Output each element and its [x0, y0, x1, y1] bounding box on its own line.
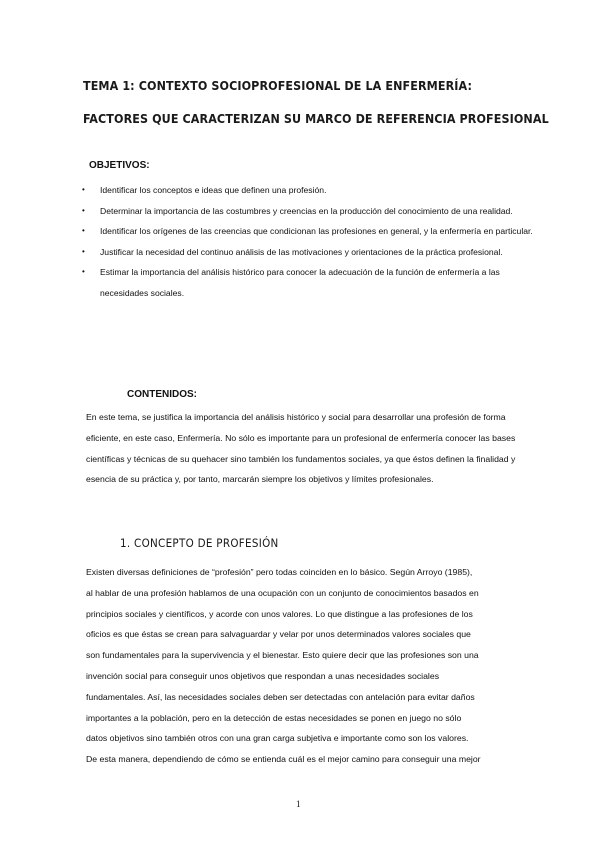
- list-item: [82, 262, 542, 303]
- paragraph-line: De esta manera, dependiendo de cómo se entienda cuál es el mejor camino para conseguir una mejor: [86, 754, 481, 765]
- paragraph-line: Existen diversas definiciones de “profesión” pero todas coinciden en lo básico. Según Arroyo (1985),: [86, 567, 473, 577]
- list-item: [82, 180, 542, 201]
- bullet-icon: •: [82, 226, 85, 235]
- paragraph-line: importantes a la población, pero en la detección de estas necesidades se ponen en juego no sólo: [86, 712, 462, 723]
- paragraph-line: datos objetivos sino también otros con una gran carga subjetiva e importante como son los valores.: [86, 733, 469, 744]
- title-line-2: FACTORES QUE CARACTERIZAN SU MARCO DE REFERENCIA PROFESIONAL: [83, 111, 549, 126]
- concepto-paragraph: [86, 562, 548, 770]
- contenidos-paragraph: En este tema, se justifica la importancia del análisis histórico y social para desarrollar una profesión de forma eficiente, en este caso, Enfermería. No sólo es importante para un profesional de enfermería conocer las bases científicas y técnicas de su quehacer sino también los fundamentos sociales, ya que éstos definen la finalidad y esencia de su práctica y, por tanto, marcarán siempre los objetivos y límites profesionales.: [86, 412, 516, 485]
- objetivo-text: Determinar la importancia de las costumbres y creencias en la producción del conocimiento de una realidad.: [100, 205, 513, 216]
- paragraph-line: al hablar de una profesión hablamos de una ocupación con un conjunto de conocimientos basados en: [86, 587, 479, 598]
- page-number: 1: [296, 799, 301, 809]
- list-item: [82, 201, 542, 222]
- objetivo-text: Identificar los orígenes de las creencias que condicionan las profesiones en general, y la enfermería en particular.: [100, 226, 533, 236]
- bullet-icon: •: [82, 185, 85, 194]
- objetivos-heading: OBJETIVOS:: [89, 160, 150, 171]
- bullet-icon: •: [82, 267, 85, 276]
- section-heading: 1. CONCEPTO DE PROFESIÓN: [120, 536, 279, 550]
- list-item: [82, 221, 542, 242]
- list-item: [82, 242, 542, 263]
- bullet-icon: •: [82, 246, 85, 256]
- paragraph-line: invención social para conseguir unos objetivos que respondan a unas necesidades sociales: [86, 670, 440, 681]
- paragraph-line: oficios es que éstas se crean para salvaguardar y velar por unos determinados valores sociales que: [86, 629, 471, 640]
- paragraph-line: son fundamentales para la supervivencia y el bienestar. Esto quiere decir que las profesiones son una: [86, 650, 479, 661]
- bullet-icon: •: [82, 205, 85, 215]
- paragraph-line: principios sociales y científicos, y acorde con unos valores. Lo que distingue a las profesiones de los: [86, 608, 473, 619]
- paragraph-line: fundamentales. Así, las necesidades sociales deben ser detectadas con antelación para evitar daños: [86, 691, 475, 702]
- objetivo-text: Justificar la necesidad del continuo análisis de las motivaciones y orientaciones de la práctica profesional.: [100, 246, 503, 257]
- objetivos-list: [82, 180, 542, 303]
- contenidos-heading: CONTENIDOS:: [127, 389, 197, 400]
- title-line-1: TEMA 1: CONTEXTO SOCIOPROFESIONAL DE LA ENFERMERÍA:: [83, 78, 473, 93]
- objetivo-text: Identificar los conceptos e ideas que definen una profesión.: [100, 185, 327, 195]
- objetivo-text: Estimar la importancia del análisis histórico para conocer la adecuación de la función de enfermería a las necesidades sociales.: [100, 267, 500, 298]
